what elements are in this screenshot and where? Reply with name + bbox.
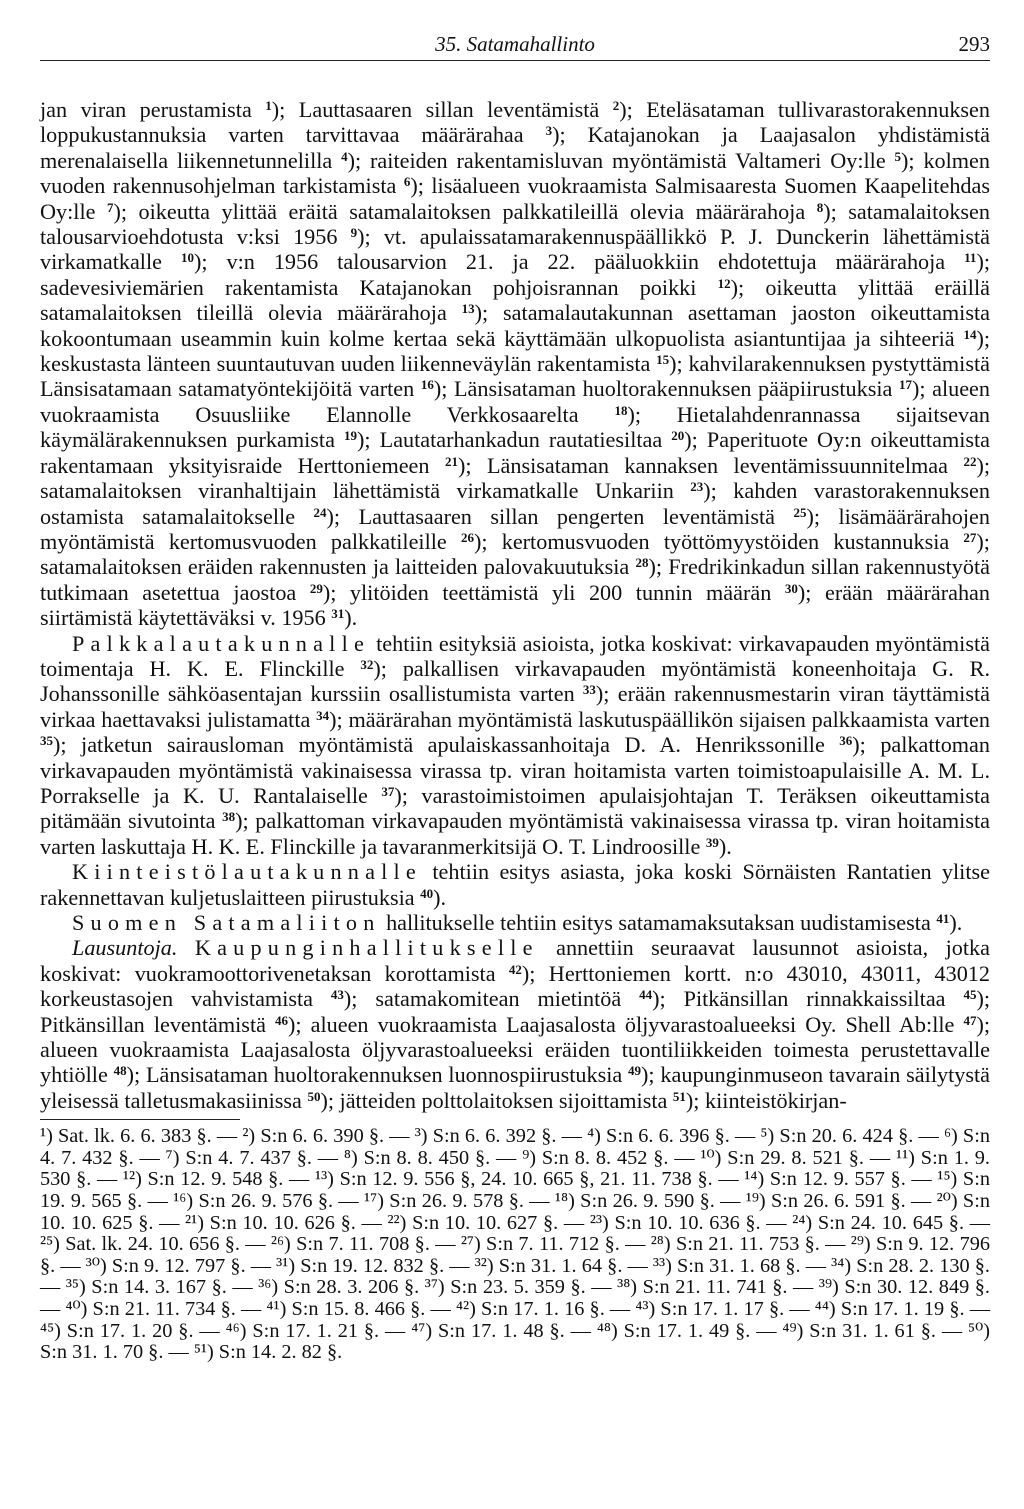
footnote-ref: 28 [635,555,649,571]
text-run: ); lisäalueen vuokraamista Salmisaaresta Suomen Kaapelitehdas Oy:lle [40,173,990,224]
footnote-ref: 33 [582,682,596,698]
text-run: ); Lauttasaaren sillan pengerten leventämistä [326,503,794,529]
footnote-ref: 38 [222,809,236,825]
footnote-ref: 32 [360,656,374,672]
footnote-ref: 49 [628,1063,642,1079]
spaced-heading: Palkkalautakunnalle [72,630,371,656]
text-run: ); alueen vuokraamista Laajasalosta öljyvarastoalueeksi eräiden tuontiliikkeiden toimesta perustettavalle yhtiölle [40,1011,990,1088]
paragraph [40,859,990,910]
text-run: ); oikeutta ylittää eräitä satamalaitoksen palkkatileillä olevia määrärahoja [113,198,817,224]
footnote-ref: 25 [793,504,807,520]
text-run: ); palkattoman virkavapauden myöntämistä vakinaisessa virassa tp. viran hoitamista varten laskuttaja H. K. E. Flinckille ja tavaranmerkitsijä O. T. Lindroosille [40,808,990,859]
text-run: ); Lautatarhankadun rautatiesiltaa [357,427,672,453]
footnote-ref: 13 [461,301,475,317]
footnote-ref: 1 [265,97,272,113]
footnote-ref: 21 [444,453,458,469]
footnote-ref: 39 [705,834,719,850]
text-run [177,935,194,960]
footnote-ref: 35 [40,733,53,749]
text-run: ); Eteläsataman tullivarastorakennuksen loppukustannuksia varten tarvittavaa määrärahaa [40,97,990,148]
footnote-text: ¹) Sat. lk. 6. 6. 383 §. — ²) S:n 6. 6. 390 §. — ³) S:n 6. 6. 392 §. — ⁴) S:n 6. 6. 396 §. — ⁵) S:n 20. 6. 424 §. — ⁶) S:n 4. 7. 432 §. — ⁷) S:n 4. 7. 437 §. — ⁸) S:n 8. 8. 450 §. — ⁹) S:n 8. 8. 452 §. — ¹⁰) S:n 29. 8. 521 §. — ¹¹) S:n 1. 9. 530 §. — ¹²) S:n 12. 9. 548 §. — ¹³) S:n 12. 9. 556 §, 24. 10. 665 §, 21. 11. 738 §. — ¹⁴) S:n 12. 9. 557 §. — ¹⁵) S:n 19. 9. 565 §. — ¹⁶) S:n 26. 9. 576 §. — ¹⁷) S:n 26. 9. 578 §. — ¹⁸) S:n 26. 9. 590 §. — ¹⁹) S:n 26. 6. 591 §. — ²⁰) S:n 10. 10. 625 §. — ²¹) S:n 10. 10. 626 §. — ²²) S:n 10. 10. 627 §. — ²³) S:n 10. 10. 636 §. — ²⁴) S:n 24. 10. 645 §. — ²⁵) Sat. lk. 24. 10. 656 §. — ²⁶) S:n 7. 11. 708 §. — ²⁷) S:n 7. 11. 712 §. — ²⁸) S:n 21. 11. 753 §. — ²⁹) S:n 9. 12. 796 §. — ³⁰) S:n 9. 12. 797 §. — ³¹) S:n 19. 12. 832 §. — ³²) S:n 31. 1. 64 §. — ³³) S:n 31. 1. 68 §. — ³⁴) S:n 28. 2. 130 §. — ³⁵) S:n 14. 3. 167 §. — ³⁶) S:n 28. 3. 206 §. ³⁷) S:n 23. 5. 359 §. — ³⁸) S:n 21. 11. 741 §. — ³⁹) S:n 30. 12. 849 §. — ⁴⁰) S:n 21. 11. 734 §. — ⁴¹) S:n 15. 8. 466 §. — ⁴²) S:n 17. 1. 16 §. — ⁴³) S:n 17. 1. 17 §. — ⁴⁴) S:n 17. 1. 19 §. — ⁴⁵) S:n 17. 1. 20 §. — ⁴⁶) S:n 17. 1. 21 §. — ⁴⁷) S:n 17. 1. 48 §. — ⁴⁸) S:n 17. 1. 49 §. — ⁴⁹) S:n 31. 1. 61 §. — ⁵⁰) S:n 31. 1. 70 §. — ⁵¹) S:n 14. 2. 82 §. [40,1125,990,1364]
text-run: hallitukselle tehtiin esitys satamamaksutaksan uudistamisesta [380,910,937,935]
text-run: ); ylitöiden teettämistä yli 200 tunnin määrän [322,579,785,605]
document-page [40,18,990,1364]
paragraph [40,97,990,631]
text-run: ); keskustasta länteen suuntautuvan uuden liikenneväylän rakentamista [40,325,990,377]
footnote-ref: 10 [180,250,194,266]
spaced-heading: Kaupunginhallitukselle [194,935,539,961]
text-run: ); Pitkänsillan leventämistä [40,986,990,1037]
text-run: ); alueen vuokraamista Laajasalosta öljyvarastoalueeksi Oy. Shell Ab:lle [288,1011,964,1037]
text-run: ); kertomusvuoden työttömyystöiden kustannuksia [473,528,964,554]
footnote-ref: 12 [717,275,731,291]
text-run: ); kolmen vuoden rakennusohjelman tarkistamista [40,147,990,199]
footnote-ref: 18 [614,402,628,418]
footnote-ref: 15 [656,351,670,367]
footnote-ref: 6 [403,174,411,190]
footnote-ref: 24 [313,504,327,520]
text-run: ). [433,884,447,910]
footnote-ref: 44 [639,987,653,1003]
text-run: ); satamalaitoksen eräiden rakennusten ja laitteiden palovakuutuksia [40,528,990,580]
footnote-ref: 22 [963,453,977,469]
footnote-ref: 42 [508,961,522,977]
chapter-title: 35. Satamahallinto [435,32,595,56]
footnote-ref: 3 [545,123,553,139]
text-run: ); sadevesiviemärien rakentamista Katajanokan pohjoisrannan poikki [40,249,990,300]
paragraph [40,910,990,935]
text-run: ); satamakomitean mietintöä [343,986,640,1012]
footnote-ref: 8 [816,199,824,215]
text-run: ). [949,910,963,935]
text-run: ); v:n 1956 talousarvion 21. ja 22. pääluokkiin ehdotettuja määrärahoja [193,249,965,275]
footnotes [40,1126,990,1364]
text-run: ); kiinteistökirjan- [685,1087,847,1113]
text-run: ); kahvilarakennuksen pystyttämistä Länsisatamaan satamatyöntekijöitä varten [40,351,990,402]
footnote-ref: 26 [460,529,474,545]
footnote-ref: 9 [350,224,358,240]
footnote-ref: 4 [341,148,348,164]
italic-heading: Lausuntoja. [72,935,178,961]
footnote-ref: 31 [331,605,345,621]
footnote-ref: 30 [784,580,798,596]
text-run: ); Länsisataman huoltorakennuksen pääpiirustuksia [433,376,899,402]
text-run: ); kaupunginmuseon tavarain säilytystä yleisessä talletusmakasiinissa [40,1062,990,1113]
footnote-ref: 48 [113,1063,127,1079]
footnote-ref: 2 [612,97,620,113]
footnote-ref: 40 [420,885,434,901]
footnote-ref: 27 [963,529,977,545]
footnote-ref: 41 [936,910,950,926]
text-run: ); erään määrärahan siirtämistä käytettäväksi v. 1956 [40,579,991,631]
text-run: ); alueen vuokraamista Osuusliike Elannolle Verkkosaarelta [40,376,991,427]
text-run: ); satamalaitoksen talousarvioehdotusta v:ksi 1956 [40,198,990,250]
footnote-ref: 29 [309,580,323,596]
text-run: ). [718,833,732,859]
spaced-heading: Kiinteistölautakunnalle [72,859,423,885]
footnote-ref: 37 [381,783,395,799]
text-run: ); palkattoman virkavapauden myöntämistä vakinaisessa virassa tp. viran hoitamista varten toimistoapulaisille A. M. L. Porrakselle ja K. U. Rantalaiselle [40,732,990,808]
text-run: ). [344,605,358,631]
footnote-ref: 20 [671,428,685,444]
footnote-ref: 23 [690,478,704,494]
text-run: ); Fredrikinkadun sillan rakennustyötä tutkimaan asetettua jaostoa [40,554,990,605]
paragraph [40,935,990,1113]
text-run: ); Pitkänsillan rinnakkaissiltaa [652,986,964,1012]
footnote-ref: 17 [898,377,912,393]
text-run: ); Paperituote Oy:n oikeuttamista rakentamaan yksityisraide Herttoniemeen [40,427,991,478]
footnote-ref: 46 [275,1012,289,1028]
footnote-ref: 5 [894,148,902,164]
text-run: tehtiin esitys asiasta, joka koski Sörnäisten Rantatien ylitse rakennettavan kuljetuslaitteen piirustuksia [40,859,990,910]
footnote-ref: 36 [839,733,853,749]
text-run: ); Herttoniemen kortt. n:o 43010, 43011, 43012 korkeustasojen vahvistamista [40,960,990,1012]
text-run: tehtiin esityksiä asioista, jotka koskivat: virkavapauden myöntämistä toimentaja H. K. E. Flinckille [40,630,990,681]
text-run: ); erään rakennusmestarin viran täyttämistä virkaa haettavaksi julistamatta [40,681,990,732]
text-run: ); Lauttasaaren sillan leventämistä [271,97,613,122]
footnote-ref: 19 [344,428,358,444]
text-run: ); jatketun sairausloman myöntämistä apulaiskassanhoitaja D. A. Henrikssonille [53,732,840,758]
footnote-ref: 43 [330,987,344,1003]
text-run: ); Hietalahdenrannassa sijaitsevan käymälärakennuksen purkamista [40,401,990,453]
running-header [40,18,990,61]
text-run: ); lisämäärärahojen myöntämistä kertomusvuoden palkkatileille [40,503,990,554]
footnote-separator [40,1119,240,1120]
footnote-ref: 14 [963,326,977,342]
text-run: ); raiteiden rakentamisluvan myöntämistä Valtameri Oy:lle [347,147,895,173]
footnote-ref: 51 [672,1088,686,1104]
text-run: jan viran perustamista [40,97,266,122]
text-run: ); satamalautakunnan asettaman jaoston oikeuttamista kokoontumaan useammin kuin kolme kertaa sekä käyttämään ulkopuolista asiantuntijaa ja sihteeriä [40,300,990,351]
text-run: ); vt. apulaissatamarakennuspäällikkö P. J. Dunckerin lähettämistä virkamatkalle [40,224,990,275]
text-run: ); kahden varastorakennuksen ostamista satamalaitokselle [40,478,990,529]
text-run: ); varastoimistoimen apulaisjohtajan T. Teräksen oikeuttamista pitämään sivutointa [40,782,990,834]
text-run: ); Länsisataman kannaksen leventämissuunnitelmaa [457,452,964,478]
footnote-ref: 47 [963,1012,977,1028]
text-run: ); jätteiden polttolaitoksen sijoittamista [320,1087,673,1113]
text-run: ); palkallisen virkavapauden myöntämistä koneenhoitaja G. R. Johanssonille sähköasentajan kurssiin osallistumista varten [40,655,990,707]
page-number: 293 [958,32,990,56]
text-run: ); Länsisataman huoltorakennuksen luonnospiirustuksia [126,1062,629,1088]
paragraph [40,631,990,860]
footnote-ref: 50 [307,1088,321,1104]
text-run: ); määrärahan myöntämistä laskutuspäällikön sijaisen palkkaamista varten [329,706,990,732]
footnote-ref: 16 [420,377,434,393]
body-text [40,97,990,1113]
footnote-ref: 7 [106,199,114,215]
footnote-ref: 45 [963,987,977,1003]
text-run: annettiin seuraavat lausunnot asioista, jotka koskivat: vuokramoottorivenetaksan korottamista [40,935,990,986]
footnote-ref: 34 [316,707,330,723]
text-run: ); Katajanokan ja Laajasalon yhdistämistä merenalaisella liikennetunnelilla [40,122,990,173]
text-run: ); satamalaitoksen viranhaltijain lähettämistä virkamatkalle Unkariin [40,452,990,504]
spaced-heading: Suomen Satamaliiton [72,910,381,935]
text-run: ); oikeutta ylittää eräillä satamalaitoksen tileillä olevia määrärahoja [40,274,990,326]
footnote-ref: 11 [964,250,977,266]
